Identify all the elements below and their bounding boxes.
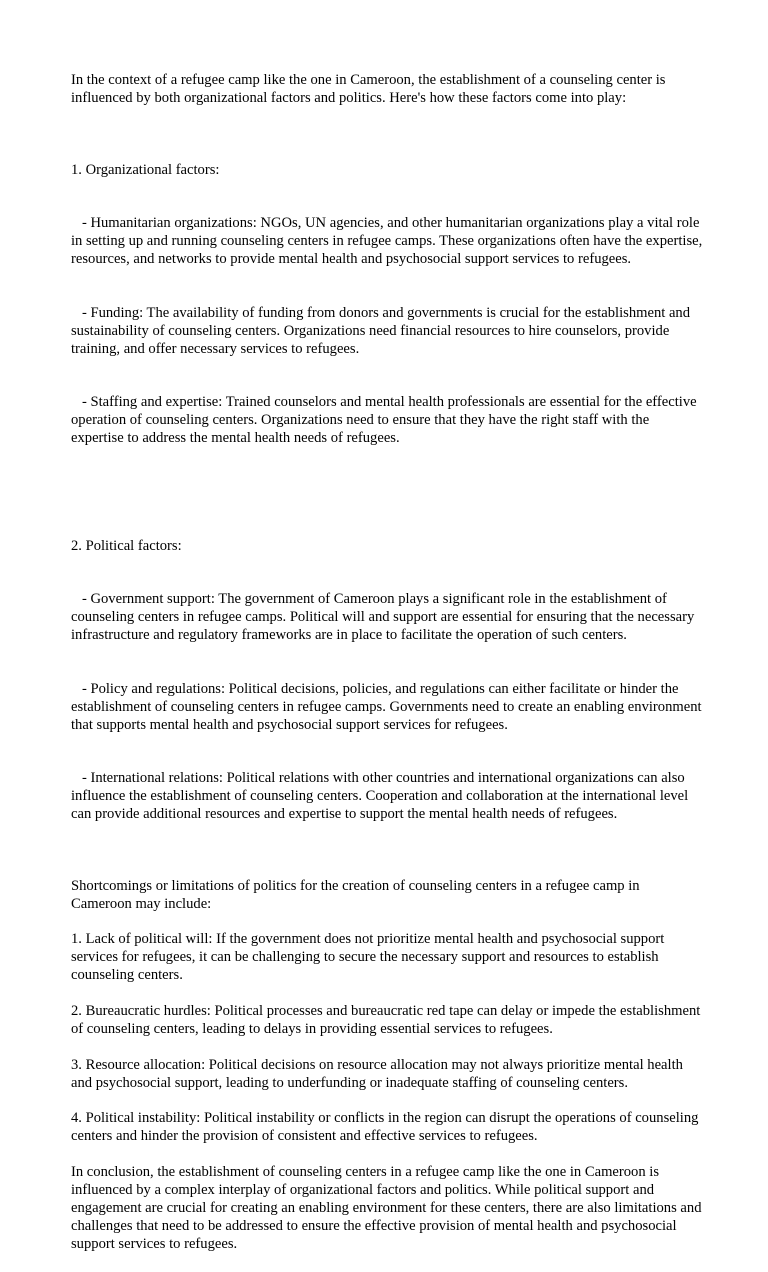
section-heading: 1. Organizational factors: (71, 161, 220, 178)
limitation-item: 2. Bureaucratic hurdles: Political processes and bureaucratic red tape can delay or impede the establishment of counseling centers, leading to delays in providing essential services to refugees. (71, 1003, 704, 1037)
list-item: - Policy and regulations: Political decisions, policies, and regulations can either facilitate or hinder the establishment of counseling centers in refugee camps. Governments need to create an enabling environment that supports mental health and psychosocial support services for refugees. (71, 680, 706, 733)
limitation-item: 1. Lack of political will: If the government does not prioritize mental health and psychosocial support services for refugees, it can be challenging to secure the necessary support and resources to establish counseling centers. (71, 931, 668, 984)
limitation-item: 4. Political instability: Political instability or conflicts in the region can disrupt the operations of counseling centers and hinder the provision of consistent and effective services to refugees. (71, 1110, 703, 1145)
list-item: - Staffing and expertise: Trained counselors and mental health professionals are essential for the effective operation of counseling centers. Organizations need to ensure that they have the right staff with the expertise to address the mental health needs of refugees. (71, 394, 701, 447)
list-item: - Funding: The availability of funding from donors and governments is crucial for the establishment and sustainability of counseling centers. Organizations need financial resources to hire counselors, provide training, and offer necessary services to refugees. (71, 304, 694, 357)
limitation-item: 3. Resource allocation: Political decisions on resource allocation may not always prioritize mental health and psychosocial support, leading to underfunding or inadequate staffing of counseling centers. (71, 1056, 687, 1091)
conclusion-paragraph: In conclusion, the establishment of counseling centers in a refugee camp like the one in Cameroon is influenced by a complex interplay of organizational factors and politics. While political support and engagement are crucial for creating an enabling environment for these centers, there are also limitations and challenges that need to be addressed to ensure the effective provision of mental health and psychosocial support services to refugees. (71, 1164, 706, 1252)
document-body (71, 72, 706, 1272)
organizational-factors-section (71, 126, 706, 484)
shortcomings-intro-paragraph: Shortcomings or limitations of politics for the creation of counseling centers in a refugee camp in Cameroon may include: (71, 877, 644, 912)
list-item: - Government support: The government of Cameroon plays a significant role in the establishment of counseling centers in refugee camps. Political will and support are essential for ensuring that the necessary infrastructure and regulatory frameworks are in place to facilitate the operation of such centers. (71, 591, 698, 644)
list-item: - International relations: Political relations with other countries and international organizations can also influence the establishment of counseling centers. Cooperation and collaboration at the international level can provide additional resources and expertise to support the mental health needs of refugees. (71, 770, 692, 823)
political-factors-section (71, 502, 706, 860)
list-item: - Humanitarian organizations: NGOs, UN agencies, and other humanitarian organizations play a vital role in setting up and running counseling centers in refugee camps. These organizations often have the expertise, resources, and networks to provide mental health and psychosocial support services to refugees. (71, 215, 706, 268)
intro-paragraph: In the context of a refugee camp like the one in Cameroon, the establishment of a counseling center is influenced by both organizational factors and politics. Here's how these factors come into play: (71, 72, 670, 106)
section-heading: 2. Political factors: (71, 537, 182, 554)
